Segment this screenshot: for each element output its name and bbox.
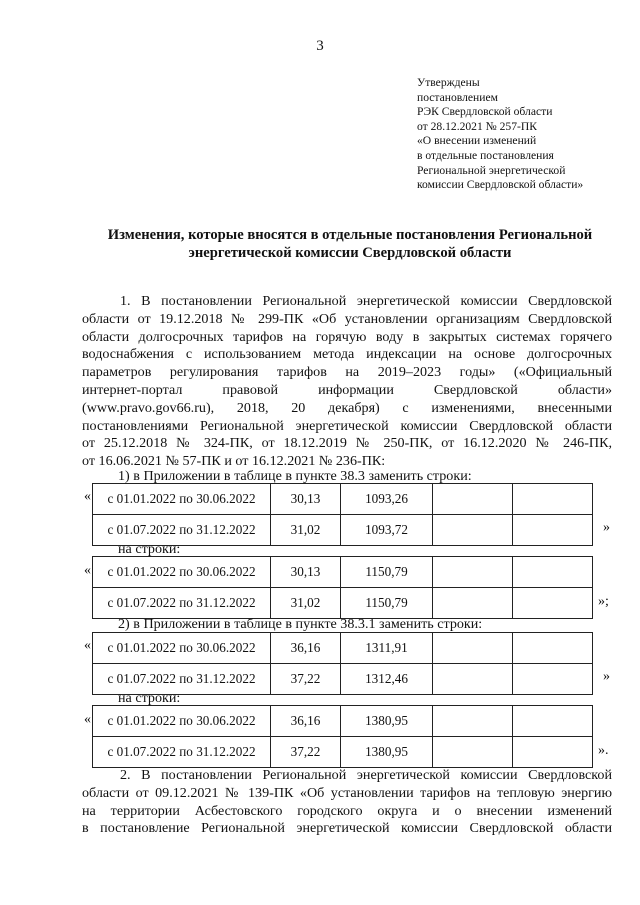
- value-cell: 1093,26: [341, 484, 433, 515]
- table-row: [93, 557, 593, 588]
- period-cell: с 01.07.2022 по 31.12.2022: [93, 515, 271, 546]
- paragraph-line: на территории Асбестовского городского округа и о внесении изменений: [82, 802, 612, 819]
- period-cell: с 01.07.2022 по 31.12.2022: [93, 588, 271, 619]
- empty-cell: [433, 706, 513, 737]
- value-cell: 37,22: [271, 737, 341, 768]
- paragraph-line: области долгосрочных тарифов на горячую воду в закрытых системах горячего: [82, 328, 612, 345]
- quote-open: «: [84, 489, 91, 504]
- tariff-table-old-38-3-1: [92, 632, 593, 695]
- value-cell: 1150,79: [341, 588, 433, 619]
- title-line: Изменения, которые вносятся в отдельные постановления Региональной: [107, 227, 593, 243]
- empty-cell: [433, 664, 513, 695]
- page-number: 3: [316, 38, 324, 54]
- empty-cell: [513, 706, 593, 737]
- approval-line: РЭК Свердловской области: [417, 105, 553, 119]
- subpoint-2: 2) в Приложении в таблице в пункте 38.3.1 заменить строки:: [118, 616, 483, 632]
- empty-cell: [513, 484, 593, 515]
- quote-close: »: [603, 520, 610, 535]
- tariff-table-old-38-3: [92, 483, 593, 546]
- paragraph-line: в постановление Региональной энергетической комиссии Свердловской области: [82, 820, 612, 837]
- empty-cell: [513, 557, 593, 588]
- document-title: [80, 226, 620, 262]
- empty-cell: [433, 484, 513, 515]
- na-stroki-label: на строки:: [118, 690, 181, 706]
- paragraph-2: [82, 767, 612, 838]
- paragraph-line: (www.pravo.gov66.ru), 2018, 20 декабря) с изменениями, внесенными: [82, 399, 612, 416]
- empty-cell: [513, 664, 593, 695]
- period-cell: с 01.01.2022 по 30.06.2022: [93, 633, 271, 664]
- table-row: [93, 484, 593, 515]
- table-row: [93, 588, 593, 619]
- paragraph-line: интернет-портал правовой информации Свердловской области»: [82, 381, 612, 398]
- value-cell: 30,13: [271, 484, 341, 515]
- period-cell: с 01.01.2022 по 30.06.2022: [93, 484, 271, 515]
- value-cell: 1380,95: [341, 737, 433, 768]
- tariff-table-new-38-3: [92, 556, 593, 619]
- subpoint-1: 1) в Приложении в таблице в пункте 38.3 заменить строки:: [118, 468, 472, 484]
- paragraph-line: постановлениями Региональной энергетической комиссии Свердловской области: [82, 417, 612, 434]
- period-cell: с 01.01.2022 по 30.06.2022: [93, 557, 271, 588]
- paragraph-line: параметров регулирования тарифов на 2019–2023 годы» («Официальный: [82, 364, 612, 381]
- approval-block: [417, 76, 632, 193]
- empty-cell: [513, 588, 593, 619]
- paragraph-line: 2. В постановлении Региональной энергетической комиссии Свердловской: [120, 767, 612, 783]
- tariff-table-new-38-3-1: [92, 705, 593, 768]
- paragraph-line: области от 09.12.2021 № 139-ПК «Об установлении тарифов на тепловую энергию: [82, 784, 612, 801]
- approval-line: Утверждены: [417, 76, 480, 89]
- empty-cell: [513, 633, 593, 664]
- empty-cell: [433, 737, 513, 768]
- value-cell: 1150,79: [341, 557, 433, 588]
- value-cell: 1311,91: [341, 633, 433, 664]
- title-line: энергетической комиссии Свердловской области: [188, 245, 512, 261]
- value-cell: 31,02: [271, 588, 341, 619]
- table-row: [93, 706, 593, 737]
- paragraph-line: от 25.12.2018 № 324-ПК, от 18.12.2019 № 250-ПК, от 16.12.2020 № 246-ПК,: [82, 435, 612, 452]
- na-stroki-label: на строки:: [118, 541, 181, 557]
- quote-close: »;: [598, 594, 609, 609]
- approval-line: «О внесении изменений: [417, 134, 537, 148]
- value-cell: 37,22: [271, 664, 341, 695]
- value-cell: 1312,46: [341, 664, 433, 695]
- paragraph-line: водоснабжения с использованием метода индексации на основе долгосрочных: [82, 346, 612, 363]
- empty-cell: [433, 557, 513, 588]
- value-cell: 31,02: [271, 515, 341, 546]
- quote-open: «: [84, 638, 91, 653]
- table-row: [93, 737, 593, 768]
- empty-cell: [433, 515, 513, 546]
- paragraph-line: от 16.06.2021 № 57-ПК и от 16.12.2021 № 236-ПК:: [82, 453, 386, 470]
- paragraph-line: 1. В постановлении Региональной энергетической комиссии Свердловской: [120, 293, 612, 309]
- table-row: [93, 633, 593, 664]
- approval-line: в отдельные постановления: [417, 148, 554, 162]
- value-cell: 36,16: [271, 633, 341, 664]
- period-cell: с 01.07.2022 по 31.12.2022: [93, 737, 271, 768]
- period-cell: с 01.07.2022 по 31.12.2022: [93, 664, 271, 695]
- value-cell: 36,16: [271, 706, 341, 737]
- quote-close: ».: [598, 743, 609, 758]
- value-cell: 1093,72: [341, 515, 433, 546]
- approval-line: от 28.12.2021 № 257-ПК: [417, 119, 537, 133]
- value-cell: 30,13: [271, 557, 341, 588]
- empty-cell: [433, 633, 513, 664]
- quote-open: «: [84, 563, 91, 578]
- paragraph-1: [82, 293, 612, 471]
- approval-line: Региональной энергетической: [417, 163, 566, 177]
- quote-close: »: [603, 669, 610, 684]
- approval-line: постановлением: [417, 90, 498, 104]
- approval-line: комиссии Свердловской области»: [417, 178, 584, 192]
- quote-open: «: [84, 712, 91, 727]
- empty-cell: [513, 515, 593, 546]
- empty-cell: [513, 737, 593, 768]
- empty-cell: [433, 588, 513, 619]
- paragraph-line: области от 19.12.2018 № 299-ПК «Об установлении организациям Свердловской: [82, 310, 612, 327]
- value-cell: 1380,95: [341, 706, 433, 737]
- period-cell: с 01.01.2022 по 30.06.2022: [93, 706, 271, 737]
